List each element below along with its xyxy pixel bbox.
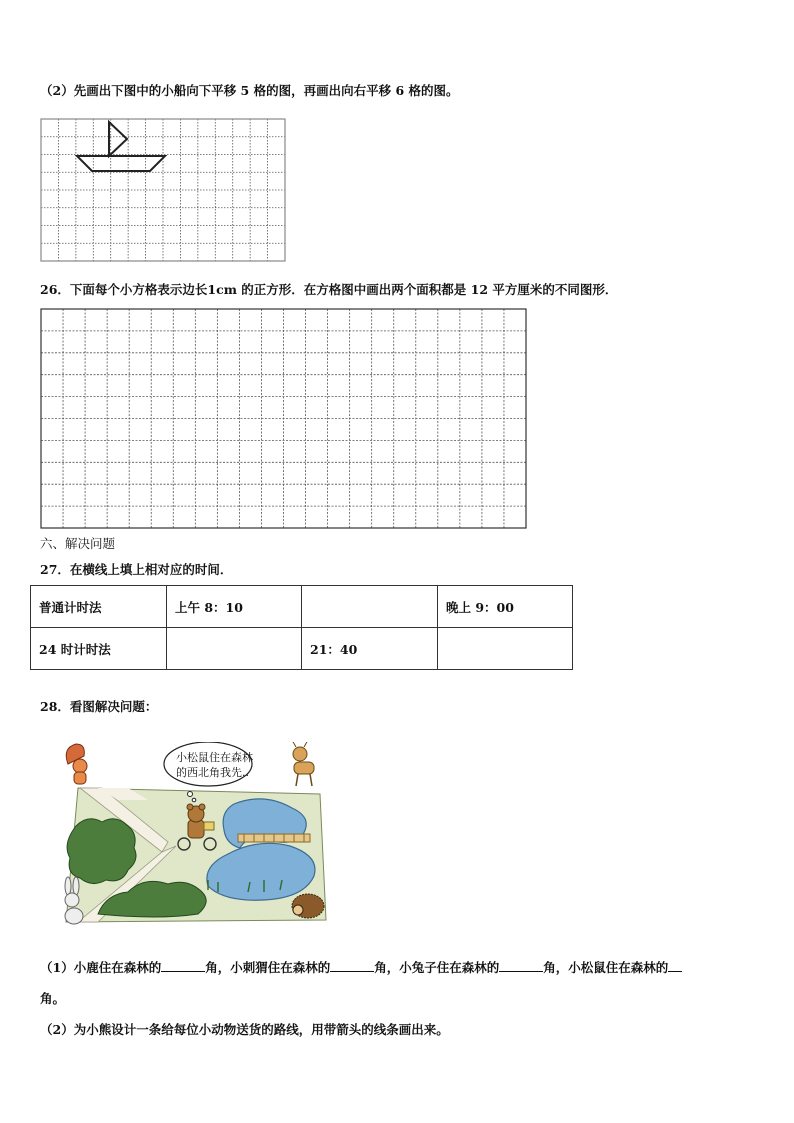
answer-blank-rabbit[interactable] (499, 958, 543, 972)
bridge (238, 834, 310, 842)
bubble-line1: 小松鼠住在森林 (176, 751, 253, 764)
q28-text: 28．看图解决问题： (40, 699, 158, 714)
q28-part1-d: 角，小松鼠住在森林的 (543, 960, 669, 975)
answer-blank-deer[interactable] (161, 958, 205, 972)
q26-text: 26．下面每个小方格表示边长1cm 的正方形．在方格图中画出两个面积都是 12 平方厘米的不同图形． (40, 282, 618, 297)
answer-cell[interactable] (302, 586, 438, 628)
tree-cluster-left (67, 819, 136, 884)
boat-shape (77, 122, 165, 171)
section-title: 六、解决问题 (40, 536, 116, 551)
q28-part1-c: 角，小兔子住在森林的 (374, 960, 500, 975)
table-cell: 上午 8：10 (167, 586, 302, 628)
table-cell: 晚上 9：00 (438, 586, 573, 628)
q28-part1-b: 角，小刺猬住在森林的 (205, 960, 331, 975)
answer-cell[interactable] (438, 628, 573, 670)
table-row (31, 586, 573, 628)
answer-blank-squirrel[interactable] (668, 958, 682, 972)
table-cell: 24 时计时法 (31, 628, 167, 670)
forest-map (58, 742, 328, 928)
table-cell: 普通计时法 (31, 586, 167, 628)
bubble-line2: 的西北角我先.. (176, 766, 249, 779)
q28-part1-e: 角。 (40, 991, 66, 1006)
boat-grid-lines (41, 119, 285, 261)
q25-part2-text: （2）先画出下图中的小船向下平移 5 格的图，再画出向右平移 6 格的图。 (40, 83, 459, 98)
boat-grid[interactable] (40, 118, 288, 264)
table-cell: 21：40 (302, 628, 438, 670)
time-table (30, 585, 573, 670)
squirrel-icon (66, 744, 87, 784)
q28-part1-line1 (40, 958, 682, 977)
q28-part1-a: （1）小鹿住在森林的 (40, 960, 162, 975)
q27-text: 27．在横线上填上相对应的时间． (40, 562, 233, 577)
answer-blank-hedgehog[interactable] (330, 958, 374, 972)
area-grid[interactable] (40, 308, 528, 530)
table-row (31, 628, 573, 670)
q28-part2-text: （2）为小熊设计一条给每位小动物送货的路线，用带箭头的线条画出来。 (40, 1022, 449, 1037)
deer-icon (292, 742, 314, 786)
area-grid-lines (41, 309, 526, 528)
answer-cell[interactable] (167, 628, 302, 670)
hedgehog-icon (292, 894, 324, 918)
